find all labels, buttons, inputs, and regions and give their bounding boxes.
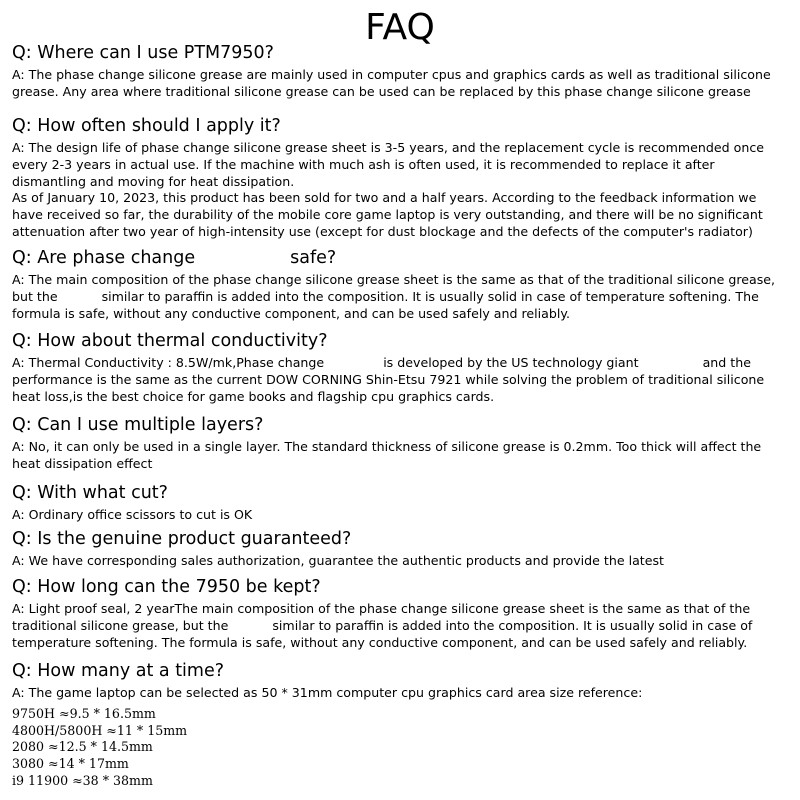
faq-answer — [12, 355, 788, 405]
faq-question-part: safe? — [290, 248, 337, 268]
faq-answer-part: similar to paraffin is added into the composition. It is usually solid in case of temperature softening. The formula is safe, without any conductive component, and can be used safely and reliably. — [12, 288, 759, 321]
faq-item — [12, 247, 788, 322]
faq-answer: A: The design life of phase change silicone grease sheet is 3-5 years, and the replacement cycle is recommended once every 2-3 years in actual use. If the machine with much ash is often used, it is recommended to replace it after dismantling and moving for heat dissipation. — [12, 140, 764, 189]
faq-answer-part: and — [702, 355, 727, 370]
faq-question: Q: How long can the 7950 be kept? — [12, 577, 321, 597]
faq-item — [12, 528, 788, 570]
faq-answer: A: The game laptop can be selected as 50 * 31mm computer cpu graphics card area size reference: — [12, 685, 643, 700]
faq-answer-part: the performance is the same as the current DOW CORNING Shin-Etsu 7921 while solving the problem of traditional silicone heat loss,is the best choice for game books and flagship cpu graphics cards. — [12, 355, 765, 404]
page-title: FAQ — [365, 7, 435, 48]
size-reference-item: 2080 ≈12.5 * 14.5mm — [12, 739, 153, 755]
faq-question: Q: With what cut? — [12, 483, 168, 503]
faq-answer-part: A: Light proof seal, 2 yearThe main composition of the phase change silicone grease sheet is the same as that of the traditional silicone grease, but the — [12, 601, 751, 633]
faq-answer-part: similar to paraffin is added into the composition. It is usually solid in case of temperature softening. The formula is safe, without any conductive component, and can be used safely and reliably. — [12, 617, 753, 650]
faq-question: Q: Can I use multiple layers? — [12, 415, 264, 435]
faq-answer-part: is developed by the US technology giant — [383, 355, 639, 370]
size-reference-item: 3080 ≈14 * 17mm — [12, 756, 129, 772]
faq-item — [12, 576, 788, 651]
faq-question: Q: Is the genuine product guaranteed? — [12, 529, 352, 549]
faq-question — [12, 247, 788, 269]
faq-question: Q: Where can I use PTM7950? — [12, 43, 274, 63]
faq-question: Q: How often should I apply it? — [12, 116, 281, 136]
size-reference-list — [12, 706, 788, 790]
faq-answer-continued: As of January 10, 2023, this product has been sold for two and a half years. According to the feedback information we have received so far, the durability of the mobile core game laptop is very outstanding, and there will be no significant attenuation after two year of high-intensity use (except for dust blockage and the defects of the computer's radiator) — [12, 190, 763, 239]
faq-answer: A: We have corresponding sales authorization, guarantee the authentic products and provide the latest — [12, 553, 664, 568]
faq-item — [12, 414, 788, 473]
faq-answer: A: No, it can only be used in a single layer. The standard thickness of silicone grease is 0.2mm. Too thick will affect the heat dissipation effect — [12, 439, 762, 471]
faq-answer: A: Ordinary office scissors to cut is OK — [12, 507, 253, 522]
faq-answer — [12, 272, 788, 322]
faq-question: Q: How many at a time? — [12, 661, 225, 681]
faq-answer-part: A: The main composition of the phase change silicone grease sheet is the same as that of the traditional silicone grease, but the — [12, 272, 776, 304]
faq-question-part: Q: Are phase change — [12, 248, 196, 268]
faq-item — [12, 482, 788, 524]
faq-answer: A: The phase change silicone grease are mainly used in computer cpus and graphics cards as well as traditional silicone grease. Any area where traditional silicone grease can be used can be replaced by this phase change silicone grease — [12, 67, 771, 99]
size-reference-item: i9 11900 ≈38 * 38mm — [12, 772, 153, 788]
faq-answer — [12, 601, 788, 651]
size-reference-item: 9750H ≈9.5 * 16.5mm — [12, 705, 156, 721]
size-reference-item: 4800H/5800H ≈11 * 15mm — [12, 722, 188, 738]
faq-item — [12, 330, 788, 405]
faq-item — [12, 660, 788, 790]
faq-answer-part: A: Thermal Conductivity : 8.5W/mk,Phase change — [12, 355, 325, 370]
faq-item — [12, 42, 788, 101]
faq-question: Q: How about thermal conductivity? — [12, 331, 328, 351]
faq-item — [12, 115, 788, 241]
